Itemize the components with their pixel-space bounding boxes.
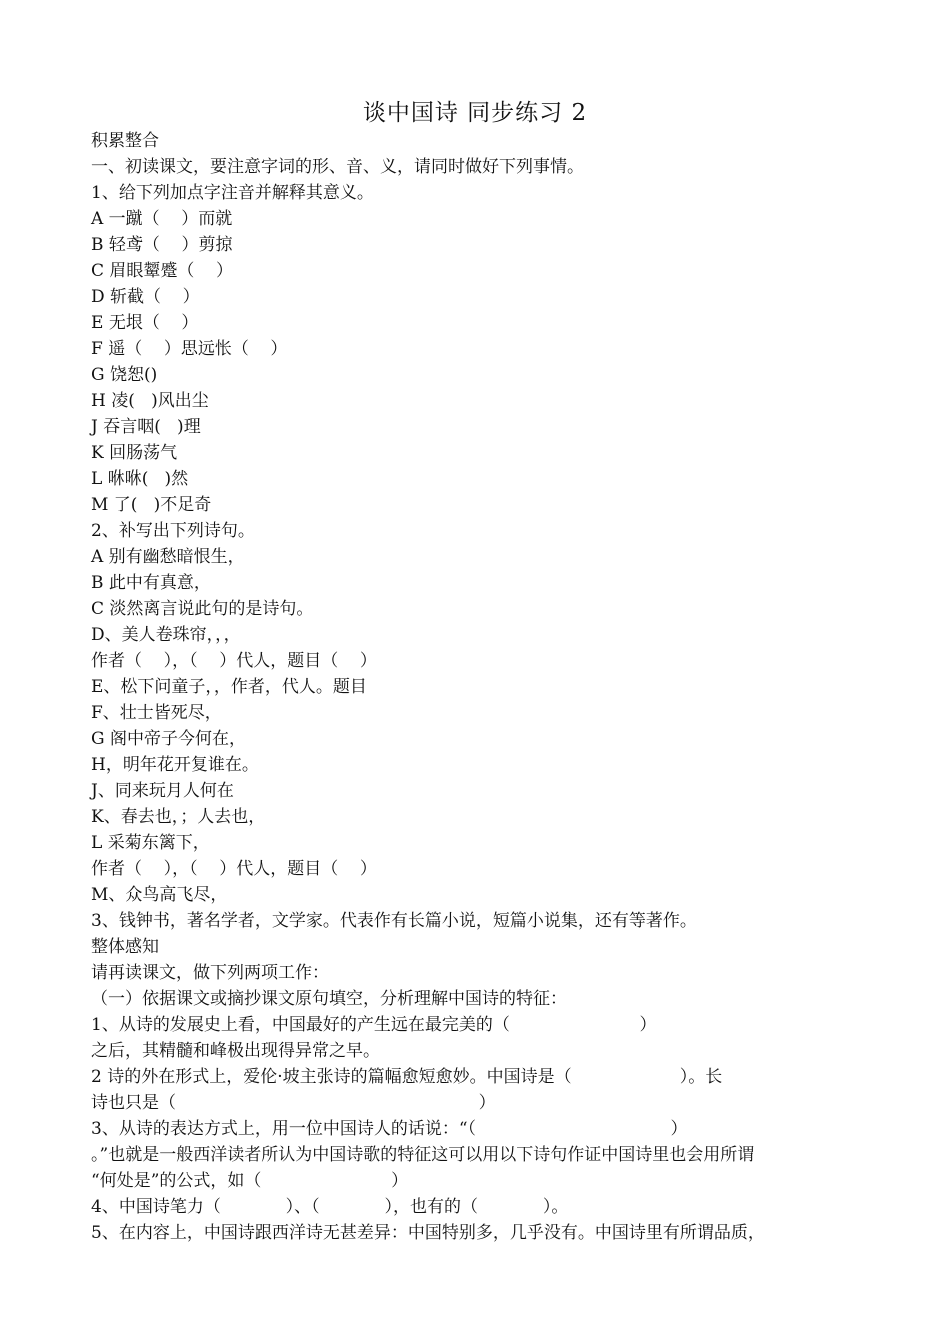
text-line: 4、中国诗笔力（ ）、（ ），也有的（ ）。: [91, 1197, 569, 1217]
text-line: E、松下问童子，，作者，代人。题目: [91, 677, 367, 697]
text-line: 整体感知: [91, 937, 159, 957]
text-line: B 轻鸢（ ）剪掠: [91, 235, 233, 255]
document-body: [91, 128, 861, 1246]
text-line: G 饶恕(): [91, 365, 158, 385]
text-line: 一、初读课文，要注意字词的形、音、义，请同时做好下列事情。: [91, 157, 584, 177]
text-line: 5、在内容上，中国诗跟西洋诗无甚差异：中国特别多，几乎没有。中国诗里有所谓品质，: [91, 1223, 765, 1243]
text-line: L 咻咻( )然: [91, 469, 189, 489]
text-line: G 阁中帝子今何在，: [91, 729, 246, 749]
text-line: F 遥（ ）思远怅（ ）: [91, 339, 288, 359]
text-line: H 凌( )风出尘: [91, 391, 209, 411]
text-line: D 斩截（ ）: [91, 287, 200, 307]
text-line: 1、从诗的发展史上看，中国最好的产生远在最完美的（ ）: [91, 1015, 657, 1035]
text-line: J、同来玩月人何在: [91, 781, 234, 801]
text-line: C 淡然离言说此句的是诗句。: [91, 599, 314, 619]
text-line: 2 诗的外在形式上，爱伦·坡主张诗的篇幅愈短愈妙。中国诗是（ ）。长: [91, 1067, 723, 1087]
text-line: M、众鸟高飞尽，: [91, 885, 228, 905]
text-line: “何处是”的公式，如（ ）: [91, 1171, 409, 1191]
text-line: 作者（ ），（ ）代人，题目（ ）: [91, 651, 377, 671]
text-line: D、美人卷珠帘，，，: [91, 625, 241, 645]
text-line: 请再读课文，做下列两项工作：: [91, 963, 329, 983]
text-line: F、壮士皆死尽，: [91, 703, 222, 723]
text-line: C 眉眼颦蹙（ ）: [91, 261, 234, 281]
text-line: B 此中有真意，: [91, 573, 211, 593]
text-line: 3、从诗的表达方式上，用一位中国诗人的话说：“（ ）: [91, 1119, 688, 1139]
text-line: 3、钱钟书，著名学者，文学家。代表作有长篇小说，短篇小说集，还有等著作。: [91, 911, 697, 931]
text-line: 。”也就是一般西洋读者所认为中国诗歌的特征这可以用以下诗句作证中国诗里也会用所谓: [91, 1145, 755, 1165]
text-line: A 别有幽愁暗恨生，: [91, 547, 245, 567]
text-line: K、春去也，；人去也，: [91, 807, 266, 827]
page-title: 谈中国诗 同步练习 2: [362, 100, 588, 126]
text-line: H，明年花开复谁在。: [91, 755, 259, 775]
text-line: E 无垠（ ）: [91, 313, 199, 333]
text-line: （一）依据课文或摘抄课文原句填空，分析理解中国诗的特征：: [91, 989, 567, 1009]
text-line: 诗也只是（ ）: [91, 1093, 496, 1113]
text-line: 2、补写出下列诗句。: [91, 521, 255, 541]
text-line: 之后，其精髓和峰极出现得异常之早。: [91, 1041, 380, 1061]
text-line: J 吞言咽( )理: [91, 417, 201, 437]
text-line: 作者（ ），（ ）代人，题目（ ）: [91, 859, 377, 879]
text-line: 积累整合: [91, 131, 159, 151]
text-line: A 一蹴（ ）而就: [91, 209, 233, 229]
text-line: 1、给下列加点字注音并解释其意义。: [91, 183, 374, 203]
text-line: L 采菊东篱下，: [91, 833, 210, 853]
text-line: K 回肠荡气: [91, 443, 178, 463]
text-line: M 了( )不足奇: [91, 495, 212, 515]
